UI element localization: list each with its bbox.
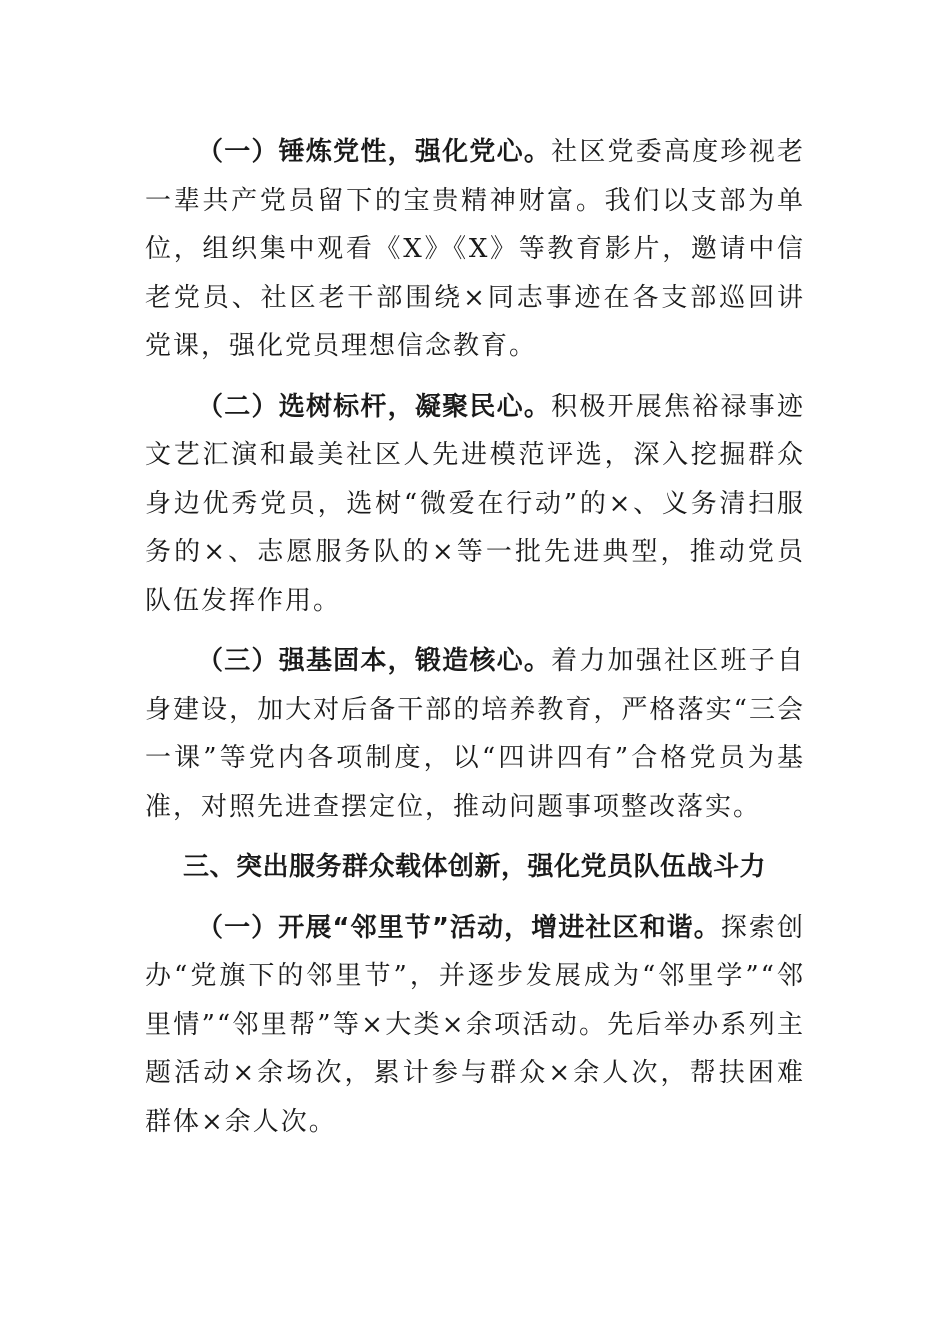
document-body	[145, 128, 805, 1158]
paragraph-1-lead: （一）锤炼党性，强化党心。	[197, 137, 552, 167]
section-paragraph-1-lead: （一）开展“邻里节”活动，增进社区和谐。	[197, 912, 721, 943]
paragraph-2-body: 积极开展焦裕禄事迹文艺汇演和最美社区人先进模范评选，深入挖掘群众身边优秀党员，选树“微爱在行动”的×、义务清扫服务的×、志愿服务队的×等一批先进典型，推动党员队伍发挥作用。	[145, 391, 805, 616]
section-paragraph-1-body: 探索创办“党旗下的邻里节”，并逐步发展成为“邻里学”“邻里情”“邻里帮”等×大类×余项活动。先后举办系列主题活动×余场次，累计参与群众×余人次，帮扶困难群体×余人次。	[145, 912, 805, 1137]
paragraph-2	[145, 383, 805, 626]
paragraph-3-body: 着力加强社区班子自身建设，加大对后备干部的培养教育，严格落实“三会一课”等党内各项制度，以“四讲四有”合格党员为基准，对照先进查摆定位，推动问题事项整改落实。	[145, 646, 805, 822]
paragraph-1	[145, 128, 805, 371]
section-heading: 三、突出服务群众载体创新，强化党员队伍战斗力	[183, 852, 767, 882]
section-paragraph-1	[145, 904, 805, 1147]
paragraph-2-lead: （二）选树标杆，凝聚民心。	[197, 391, 552, 422]
paragraph-3-lead: （三）强基固本，锻造核心。	[197, 646, 552, 676]
paragraph-3	[145, 637, 805, 831]
paragraph-1-body: 社区党委高度珍视老一辈共产党员留下的宝贵精神财富。我们以支部为单位，组织集中观看《X》《X》等教育影片，邀请中信老党员、社区老干部围绕×同志事迹在各支部巡回讲党课，强化党员理想信念教育。	[145, 137, 805, 361]
